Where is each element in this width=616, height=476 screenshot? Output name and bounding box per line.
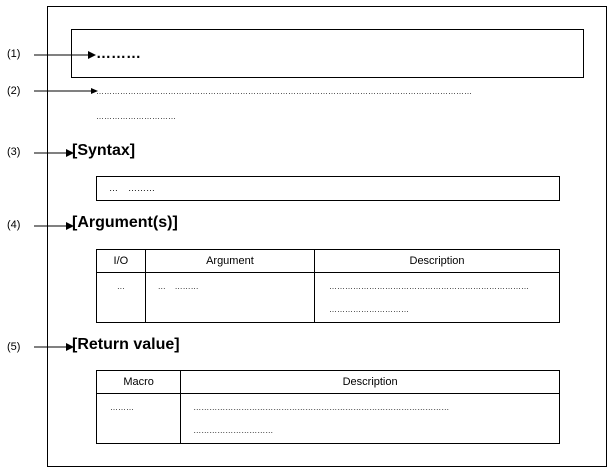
- column-header-argument: Argument: [145, 250, 314, 273]
- return-value-heading: [Return value]: [72, 336, 180, 353]
- description-line-2: …………………………: [96, 112, 176, 121]
- macro-cell: [97, 394, 181, 444]
- arguments-header-row: [97, 250, 560, 273]
- table-row: [97, 394, 560, 444]
- column-header-io: I/O: [97, 250, 146, 273]
- callout-4-arrow-icon: [34, 221, 74, 231]
- table-row: [97, 273, 560, 323]
- argument-description-line-2: …………………………: [329, 305, 410, 314]
- column-header-description: Description: [315, 250, 560, 273]
- return-description-line-1: ……………………………………………………………………………………: [193, 403, 450, 412]
- callout-3-arrow-icon: [34, 148, 74, 158]
- callout-2-arrow-icon: [34, 87, 98, 95]
- return-value-table: [96, 370, 560, 444]
- return-description-line-2: …………………………: [193, 426, 274, 435]
- argument-description-cell: [315, 273, 560, 323]
- description-line-1: ……………………………………………………………………………………………………………………………: [96, 87, 472, 96]
- io-value: …: [116, 282, 125, 291]
- callout-1-label: (1): [7, 48, 21, 60]
- column-header-return-description: Description: [181, 371, 560, 394]
- syntax-box: [96, 176, 560, 201]
- callout-4-label: (4): [7, 219, 21, 231]
- argument-value: … ………: [157, 282, 199, 291]
- arguments-table: [96, 249, 560, 323]
- column-header-macro: Macro: [97, 371, 181, 394]
- io-cell: [97, 273, 146, 323]
- function-name-box: [71, 29, 584, 78]
- syntax-placeholder: … ………: [109, 183, 156, 193]
- argument-cell: [145, 273, 314, 323]
- return-header-row: [97, 371, 560, 394]
- callout-3-label: (3): [7, 146, 21, 158]
- arguments-heading: [Argument(s)]: [72, 214, 178, 231]
- return-description-cell: [181, 394, 560, 444]
- callout-5-label: (5): [7, 341, 21, 353]
- argument-description-line-1: …………………………………………………………………: [329, 282, 530, 291]
- callout-2-label: (2): [7, 85, 21, 97]
- syntax-heading: [Syntax]: [72, 142, 136, 159]
- function-name-placeholder: ………: [96, 45, 141, 62]
- macro-value: ………: [110, 403, 134, 412]
- callout-5-arrow-icon: [34, 342, 74, 352]
